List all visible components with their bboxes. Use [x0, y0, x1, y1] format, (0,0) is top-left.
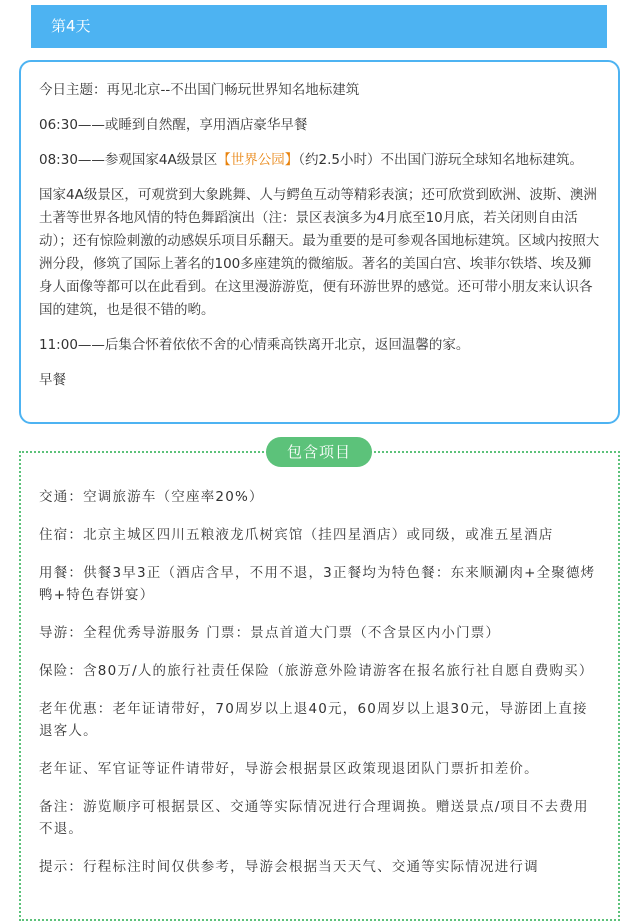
included-item-transport: 交通：空调旅游车（空座率20%） — [39, 489, 264, 505]
included-item-hotel: 住宿：北京主城区四川五粮液龙爪树宾馆（挂四星酒店）或同级，或准五星酒店 — [39, 527, 554, 543]
itinerary-box — [19, 60, 620, 424]
item-prefix: 08:30——参观国家4A级景区 — [39, 152, 218, 168]
included-items-box — [19, 451, 620, 921]
day-header — [31, 5, 607, 48]
itinerary-item-world-park — [39, 149, 600, 172]
included-item-senior-discount: 老年优惠：老年证请带好，70周岁以上退40元，60周岁以上退30元，导游团上直接退客人。 — [39, 701, 588, 739]
meal-info: 早餐 — [39, 372, 66, 388]
included-badge-label: 包含项目 — [286, 443, 351, 461]
included-item-guide: 导游：全程优秀导游服务 门票：景点首道大门票（不含景区内小门票） — [39, 625, 501, 641]
item-suffix: （约2.5小时）不出国门游玩全球知名地标建筑。 — [298, 152, 583, 168]
included-item-meals: 用餐：供餐3早3正（酒店含早，不用不退，3正餐均为特色餐：东来顺涮肉+全聚德烤鸭+特色春饼宴） — [39, 565, 596, 603]
world-park-link[interactable]: 【世界公园】 — [217, 152, 299, 168]
included-badge — [266, 437, 372, 467]
itinerary-item-departure: 11:00——后集合怀着依依不舍的心情乘高铁离开北京，返回温馨的家。 — [39, 337, 470, 353]
day-theme: 今日主题：再见北京--不出国门畅玩世界知名地标建筑 — [39, 82, 360, 98]
included-item-notes: 备注：游览顺序可根据景区、交通等实际情况进行合理调换。赠送景点/项目不去费用不退。 — [39, 799, 589, 837]
world-park-description: 国家4A级景区，可观赏到大象跳舞、人与鳄鱼互动等精彩表演；还可欣赏到欧洲、波斯、澳洲土著等世界各地风情的特色舞蹈演出（注：景区表演多为4月底至10月底，若关闭则自由活动）；还有惊险刺激的动感娱乐项目乐翻天。最为重要的是可参观各国地标建筑。区域内按照大洲分段，修筑了国际上著名的100多座建筑的微缩版。著名的美国白宫、埃菲尔铁塔、埃及狮身人面像等都可以在此看到。在这里漫游游览，便有环游世界的感觉。还可带小朋友来认识各国的建筑，也是很不错的哟。 — [39, 187, 600, 318]
day-title: 第4天 — [51, 17, 91, 35]
included-item-insurance: 保险：含80万/人的旅行社责任保险（旅游意外险请游客在报名旅行社自愿自费购买） — [39, 663, 594, 679]
itinerary-item-breakfast: 06:30——或睡到自然醒，享用酒店豪华早餐 — [39, 117, 308, 133]
included-item-tips: 提示：行程标注时间仅供参考，导游会根据当天天气、交通等实际情况进行调 — [39, 859, 539, 875]
included-item-documents: 老年证、军官证等证件请带好，导游会根据景区政策现退团队门票折扣差价。 — [39, 761, 539, 777]
